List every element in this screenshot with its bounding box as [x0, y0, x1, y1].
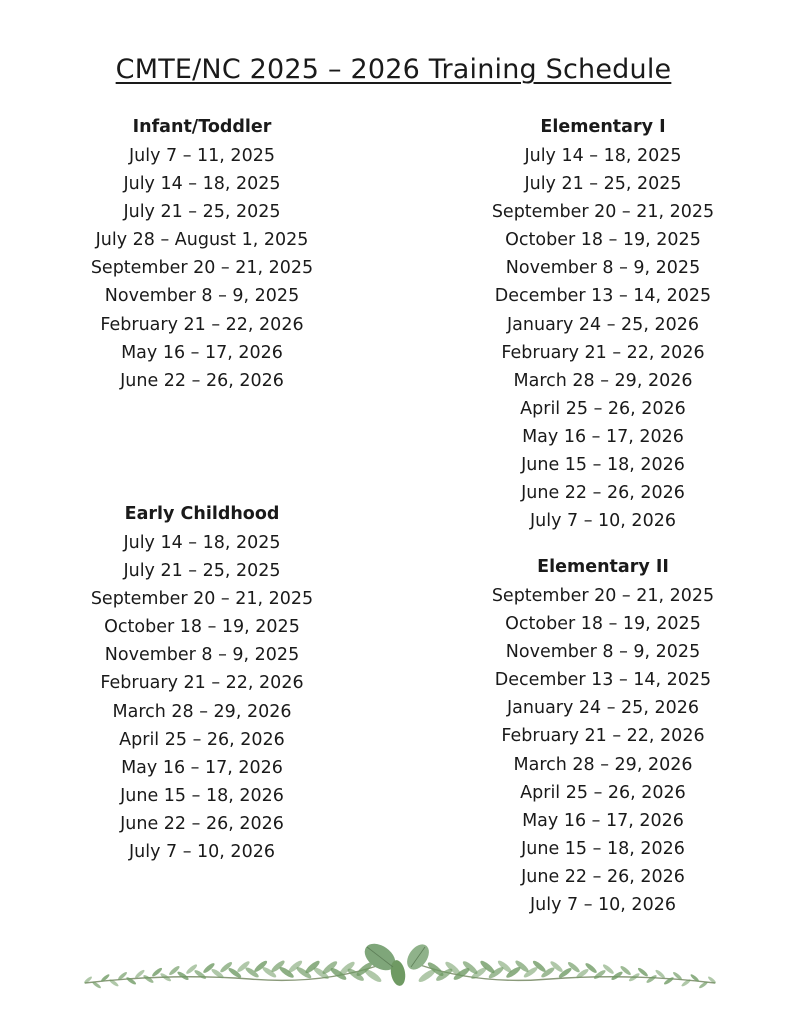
date-item: January 24 – 25, 2026	[507, 314, 699, 335]
date-item: November 8 – 9, 2025	[104, 645, 300, 666]
page-title: CMTE/NC 2025 – 2026 Training Schedule	[115, 54, 672, 86]
date-item: June 15 – 18, 2026	[521, 838, 685, 859]
date-item: July 14 – 18, 2025	[524, 146, 682, 166]
date-item: June 15 – 18, 2026	[120, 785, 284, 806]
section-heading: Infant/Toddler	[132, 117, 272, 137]
section-infant-toddler	[82, 112, 322, 395]
date-item: March 28 – 29, 2026	[513, 754, 693, 775]
date-item: July 21 – 25, 2025	[123, 561, 281, 582]
section-elementary-1	[478, 112, 728, 535]
date-item: April 25 – 26, 2026	[520, 782, 686, 803]
date-item: March 28 – 29, 2026	[513, 370, 693, 391]
date-item: December 13 – 14, 2025	[494, 670, 712, 691]
section-early-childhood	[82, 499, 322, 866]
date-item: July 7 – 10, 2026	[530, 895, 676, 916]
date-item: March 28 – 29, 2026	[112, 701, 292, 722]
date-item: November 8 – 9, 2025	[104, 286, 300, 307]
date-list	[478, 582, 728, 919]
date-item: October 18 – 19, 2025	[104, 617, 300, 638]
date-list	[82, 142, 322, 395]
leaf-vine-icon	[80, 935, 720, 1000]
date-item: November 8 – 9, 2025	[505, 258, 701, 279]
date-item: January 24 – 25, 2026	[507, 698, 699, 719]
date-item: September 20 – 21, 2025	[491, 586, 715, 606]
date-item: November 8 – 9, 2025	[505, 642, 701, 663]
date-item: May 16 – 17, 2026	[121, 342, 283, 363]
date-item: July 7 – 10, 2026	[530, 511, 676, 532]
date-item: February 21 – 22, 2026	[100, 673, 304, 694]
date-item: April 25 – 26, 2026	[119, 729, 285, 750]
section-elementary-2	[478, 552, 728, 919]
date-item: June 22 – 26, 2026	[120, 813, 284, 834]
date-item: July 14 – 18, 2025	[123, 174, 281, 195]
section-heading: Early Childhood	[124, 504, 280, 524]
date-list	[478, 142, 728, 535]
date-item: June 15 – 18, 2026	[521, 455, 685, 476]
date-item: September 20 – 21, 2025	[90, 258, 314, 279]
date-item: October 18 – 19, 2025	[505, 230, 701, 251]
date-item: September 20 – 21, 2025	[90, 589, 314, 610]
date-item: July 21 – 25, 2025	[123, 202, 281, 223]
date-item: June 22 – 26, 2026	[120, 370, 284, 391]
date-item: December 13 – 14, 2025	[494, 286, 712, 307]
date-item: February 21 – 22, 2026	[501, 726, 705, 747]
date-item: July 7 – 11, 2025	[129, 146, 275, 166]
date-item: September 20 – 21, 2025	[491, 202, 715, 223]
date-item: May 16 – 17, 2026	[522, 426, 684, 447]
date-item: July 7 – 10, 2026	[129, 842, 275, 863]
date-item: May 16 – 17, 2026	[121, 757, 283, 778]
date-item: June 22 – 26, 2026	[521, 483, 685, 504]
section-heading: Elementary II	[537, 557, 669, 577]
date-item: July 14 – 18, 2025	[123, 533, 281, 553]
date-item: July 21 – 25, 2025	[524, 174, 682, 195]
section-heading: Elementary I	[540, 117, 666, 137]
date-item: May 16 – 17, 2026	[522, 810, 684, 831]
date-item: April 25 – 26, 2026	[520, 398, 686, 419]
date-item: June 22 – 26, 2026	[521, 866, 685, 887]
date-item: February 21 – 22, 2026	[501, 342, 705, 363]
date-item: July 28 – August 1, 2025	[95, 230, 309, 251]
date-item: October 18 – 19, 2025	[505, 614, 701, 635]
date-list	[82, 529, 322, 866]
date-item: February 21 – 22, 2026	[100, 314, 304, 335]
